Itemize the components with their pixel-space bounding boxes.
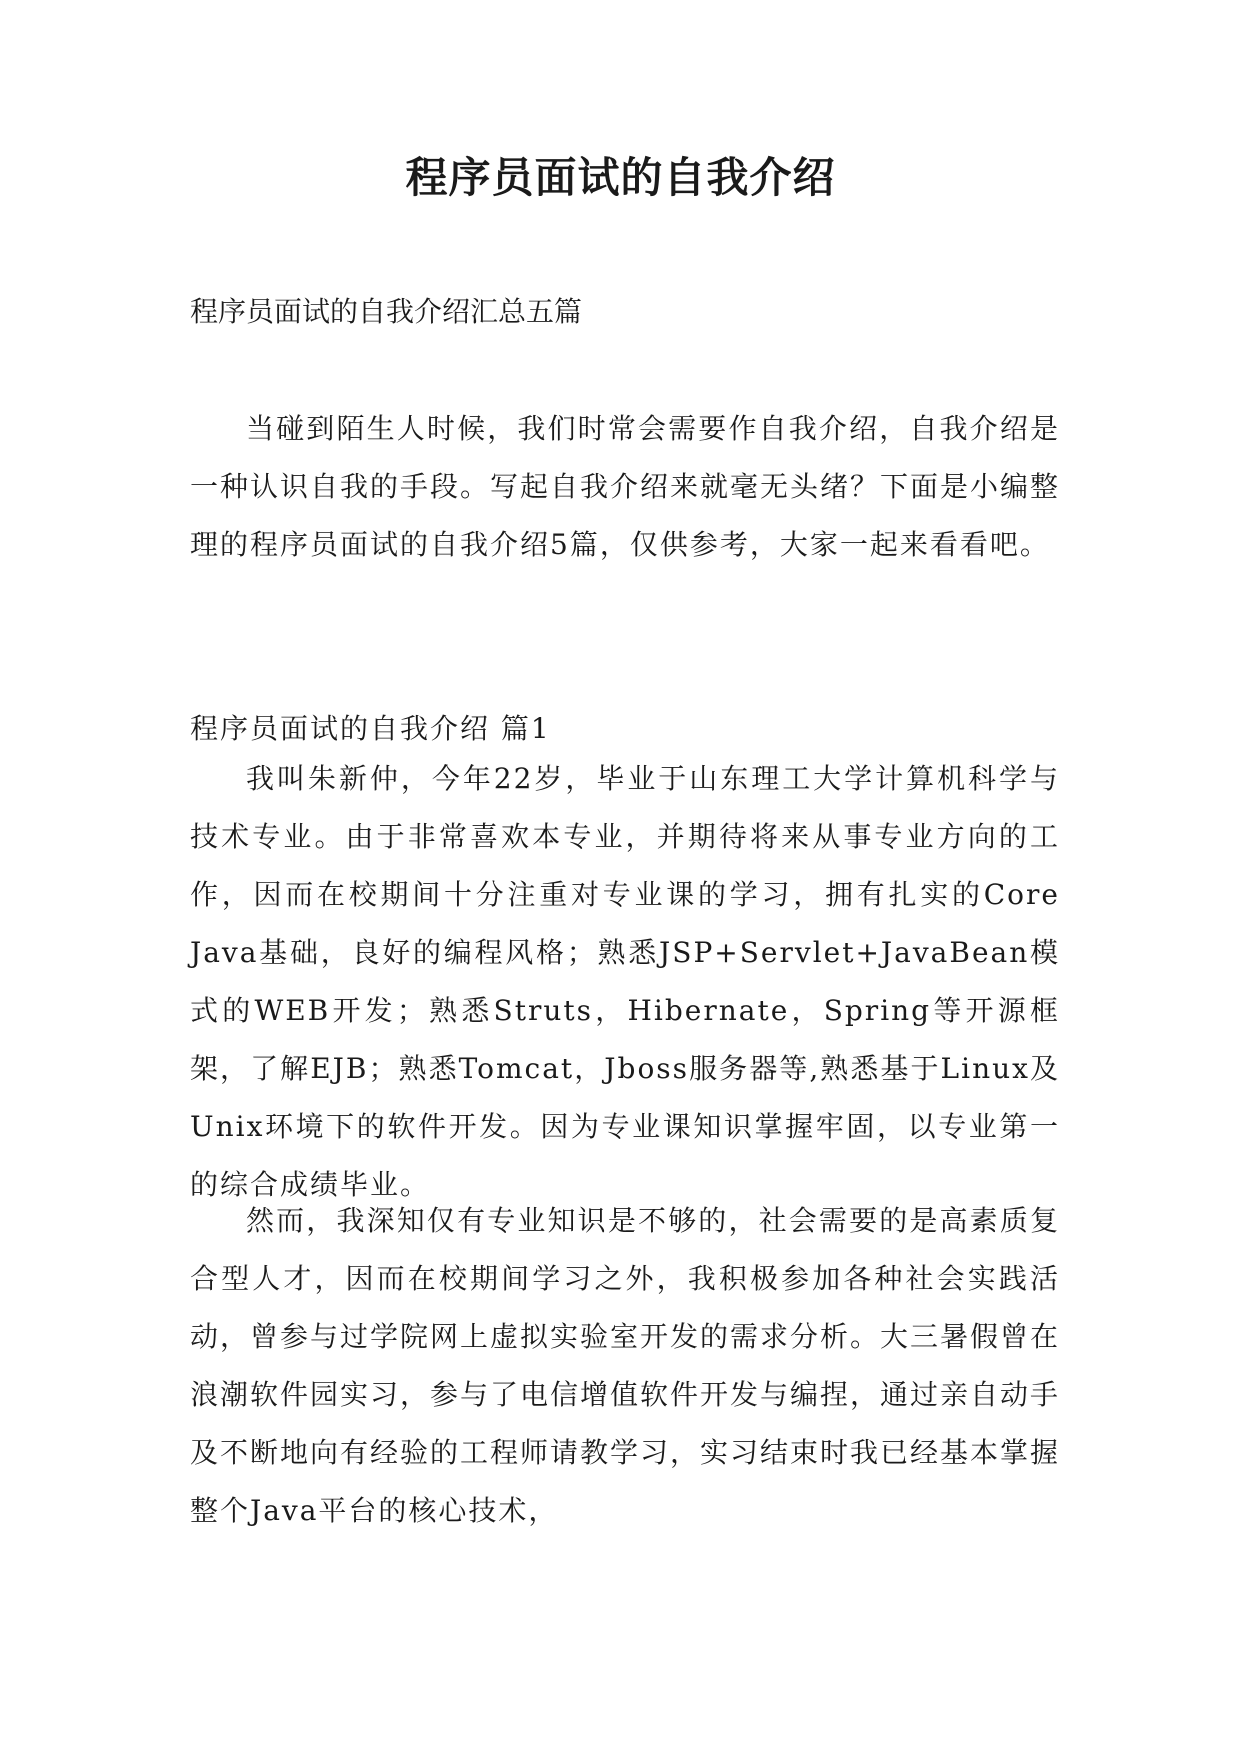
intro-paragraph: 当碰到陌生人时候，我们时常会需要作自我介绍，自我介绍是一种认识自我的手段。写起自我介绍来就毫无头绪？下面是小编整理的程序员面试的自我介绍5篇，仅供参考，大家一起来看看吧。 (190, 412, 1061, 561)
section-paragraph-1: 我叫朱新仲，今年22岁，毕业于山东理工大学计算机科学与技术专业。由于非常喜欢本专业，并期待将来从事专业方向的工作，因而在校期间十分注重对专业课的学习，拥有扎实的Core Java基础，良好的编程风格；熟悉JSP+Servlet+JavaBean模式的WEB开发；熟悉Struts，Hibernate，Spring等开源框架，了解EJB；熟悉Tomcat，Jboss服务器等,熟悉基于Linux及Unix环境下的软件开发。因为专业课知识掌握牢固，以专业第一的综合成绩毕业。 (190, 762, 1060, 1201)
document-subtitle: 程序员面试的自我介绍汇总五篇 (190, 295, 583, 328)
section-paragraph-2: 然而，我深知仅有专业知识是不够的，社会需要的是高素质复合型人才，因而在校期间学习之外，我积极参加各种社会实践活动，曾参与过学院网上虚拟实验室开发的需求分析。大三暑假曾在浪潮软件园实习，参与了电信增值软件开发与编捏，通过亲自动手及不断地向有经验的工程师请教学习，实习结束时我已经基本掌握整个Java平台的核心技术， (190, 1204, 1061, 1527)
document-title: 程序员面试的自我介绍 (405, 153, 836, 202)
section-heading: 程序员面试的自我介绍 篇1 (190, 712, 551, 745)
